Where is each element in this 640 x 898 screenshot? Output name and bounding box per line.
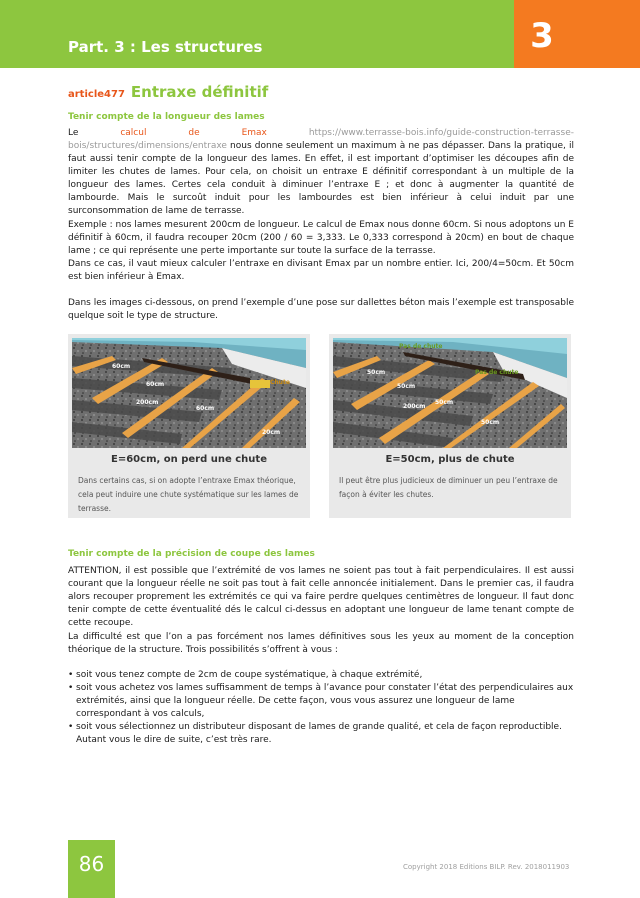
figure-e50-illustration [333,338,567,448]
page-header [0,0,640,68]
figure-e60-text: Dans certains cas, si on adopte l’entraxe Emax théorique, cela peut induire une chute systématique sur les lames de terrasse. [78,476,299,513]
section1-paragraph-4: Dans les images ci-dessous, on prend l’exemple d’une pose sur dallettes béton mais l’exemple est transposable quelque soit le type de structure. [68,298,574,321]
label-50cm-3: 50cm [435,399,454,406]
label-60cm-3: 60cm [196,405,215,412]
section1-title: Tenir compte de la longueur des lames [68,112,265,122]
label-chute: Chute [270,379,290,386]
list-item: • soit vous sélectionnez un distributeur disposant de lames de grande qualité, et cela de façon reproductible. Autant vous le dire de suite, c’est très rare. [68,721,574,747]
list-item: • soit vous tenez compte de 2cm de coupe systématique, à chaque extrémité, [68,669,574,682]
section1-paragraph-1 [68,127,574,218]
figure-e60-illustration [72,338,306,448]
figure-e60 [68,334,310,518]
chapter-tab [514,0,640,68]
label-pas-de-chute-top: Pas de chute [399,343,443,350]
chapter-number: 3 [530,16,554,56]
label-200cm: 200cm [403,403,426,410]
emax-url[interactable]: https://www.terrasse-bois.info/guide-construction-terrasse-bois/structures/dimensions/entraxe [68,128,574,151]
label-50cm-4: 50cm [481,419,500,426]
figure-e60-caption: E=60cm, on perd une chute [111,454,267,465]
part-title: Part. 3 : Les structures [68,38,263,56]
label-60cm-2: 60cm [146,381,165,388]
figure-e50-text: Il peut être plus judicieux de diminuer un peu l’entraxe de façon à éviter les chutes. [339,476,558,499]
label-50cm-2: 50cm [397,383,416,390]
label-60cm-1: 60cm [112,363,131,370]
options-list [68,669,574,747]
section2-title: Tenir compte de la précision de coupe des lames [68,549,315,559]
article-tag: article477 [68,89,125,100]
article-title: Entraxe définitif [130,83,269,101]
page-number-box [68,840,115,898]
label-pas-de-chute-side: Pas de chute [475,369,519,376]
figure-e50 [329,334,571,518]
section2-paragraph-2: La difficulté est que l’on a pas forcément nos lames définitives sous les yeux au moment de la conception théorique de la structure. Trois possibilités s’offrent à vous : [68,632,574,655]
article-heading [68,82,268,101]
figure-e50-caption: E=50cm, plus de chute [385,454,515,465]
page-number: 86 [78,852,105,876]
list-item: • soit vous achetez vos lames suffisamment de temps à l’avance pour constater l’état des perpendiculaires aux extrémités, ainsi que la longueur réelle. De cette façon, vous vous assurez une longueur de lame correspondant à vos calculs, [68,682,574,721]
paragraph-text: nous donne seulement un maximum à ne pas dépasser. Dans la pratique, il faut aussi tenir compte de la longueur des lames. En effet, il est important d’optimiser les découpes afin de limiter les chutes de lames. Pour cela, on choisit un entraxe E définitif correspondant à un multiple de la longueur des lames. Certes cela conduit à diminuer l’entraxe E ; et donc à augmenter la quantité de lambourde. Mais le surcoût induit pour les lambourdes est bien inférieur à celui induit par une surconsommation de lame de terrasse. [68,141,574,216]
paragraph-prefix: Le [68,128,121,138]
emax-link[interactable]: calcul de Emax [120,128,267,138]
label-200cm: 200cm [136,399,159,406]
copyright-text: Copyright 2018 Editions BILP. Rev. 2018011903 [403,863,570,871]
label-20cm: 20cm [262,429,281,436]
section1-paragraph-2: Exemple : nos lames mesurent 200cm de longueur. Le calcul de Emax nous donne 60cm. Si nous adoptons un E définitif à 60cm, il faudra recouper 20cm (200 / 60 = 3,333. Le 0,333 correspond à 20cm) en bout de chaque lame ; ce qui représente une perte importante sur toute la surface de la terrasse. [68,220,574,256]
section2-paragraph-1: ATTENTION, il est possible que l’extrémité de vos lames ne soient pas tout à fait perpendiculaires. Il est aussi courant que la longueur réelle ne soit pas tout à fait celle annoncée initialement. Dans le premier cas, il faudra alors recouper proprement les extrémités ce qui va faire perdre quelques centimètres de longueur. Il faut donc tenir compte de cette éventualité dés le calcul ci-dessus en adoptant une longueur de lame tenant compte de cette recoupe. [68,566,574,628]
section1-paragraph-3: Dans ce cas, il vaut mieux calculer l’entraxe en divisant Emax par un nombre entier. Ici, 200/4=50cm. Et 50cm est bien inférieur à Emax. [68,259,574,282]
label-50cm-1: 50cm [367,369,386,376]
